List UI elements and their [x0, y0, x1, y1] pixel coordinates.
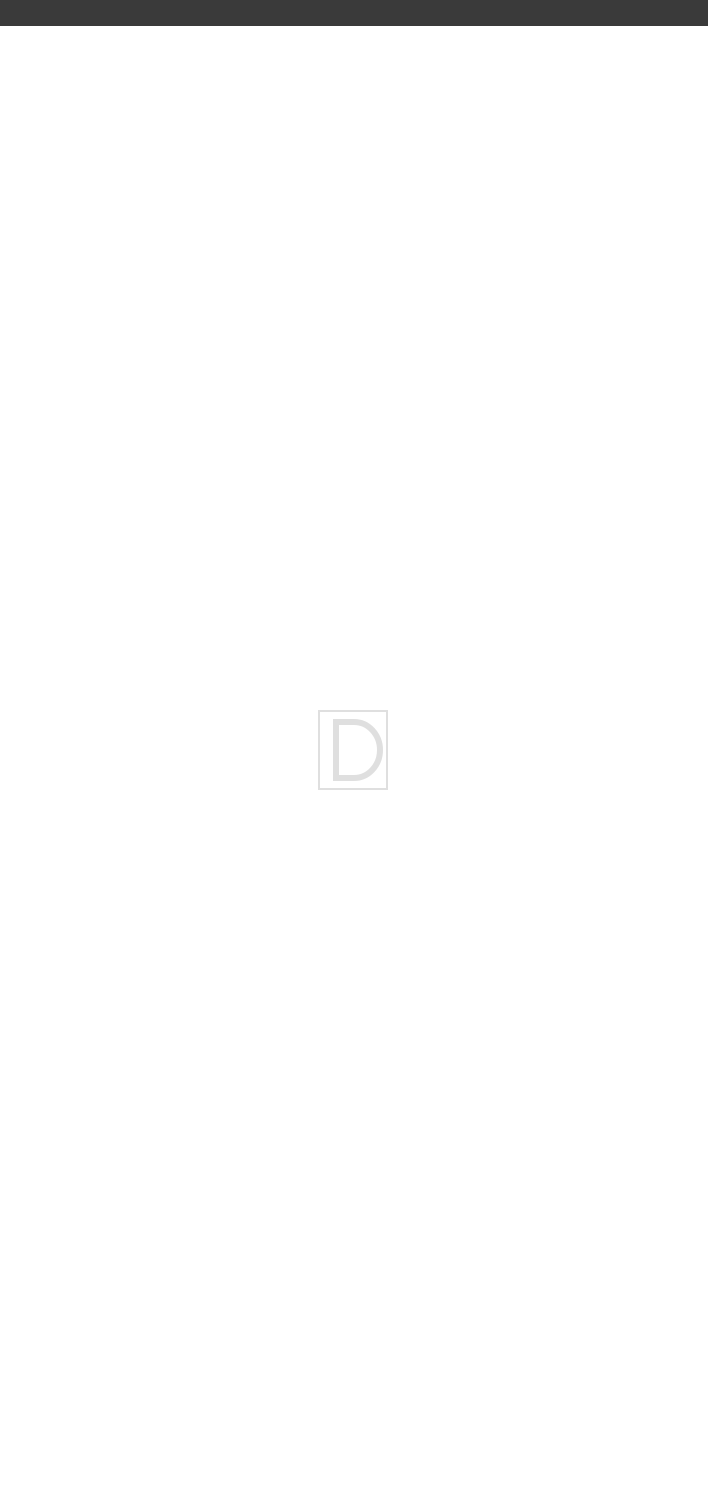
watermark-brand [30, 1332, 680, 1442]
dimension-subheader [0, 26, 708, 52]
watermark-logo-icon [318, 710, 388, 790]
table-header [0, 0, 708, 26]
